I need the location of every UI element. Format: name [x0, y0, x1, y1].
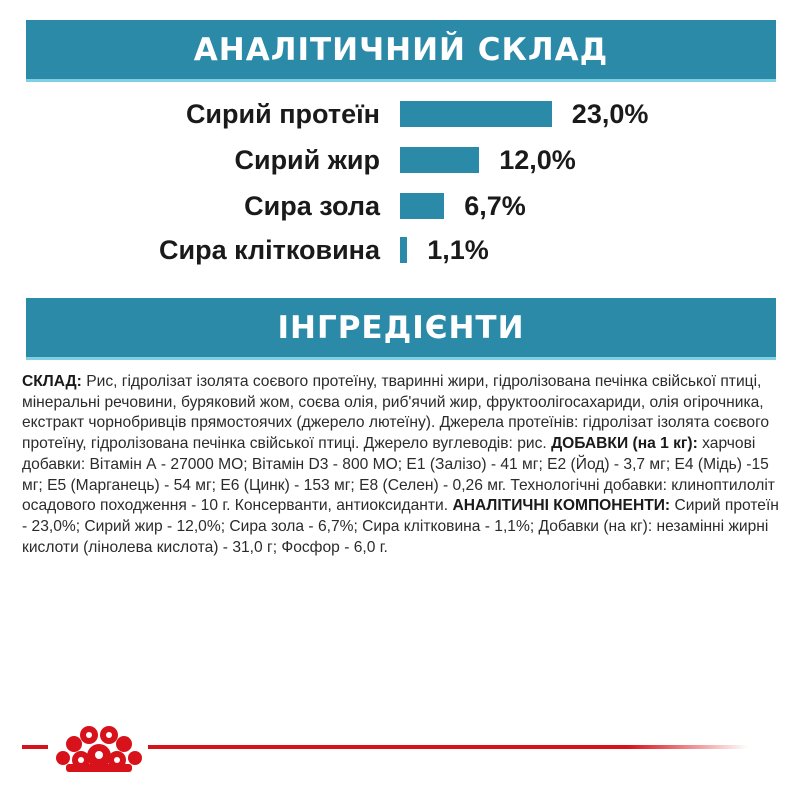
nutrient-row-fat: [0, 142, 800, 178]
nutrient-row-ash: [0, 188, 800, 224]
ingredients-banner: [26, 298, 776, 360]
nutrient-label: Сирий жир: [234, 145, 380, 175]
analytic-components-label: АНАЛІТИЧНІ КОМПОНЕНТИ:: [452, 497, 671, 515]
composition-label: СКЛАД:: [22, 373, 82, 390]
analytic-composition-banner: [26, 20, 776, 82]
nutrient-label: Сирий протеїн: [185, 99, 380, 129]
analytic-composition-title: АНАЛІТИЧНИЙ СКЛАД: [193, 31, 609, 68]
analytic-components-body: Сирий протеїн - 23,0%; Сирий жир - 12,0%; Сира зола - 6,7%; Сира клітковина - 1,1%; Добавки (на кг): незамінні жирні кислоти (лінолева кислота) - 31,0 г; Фосфор - 6,0 г.: [22, 497, 779, 556]
royal-canin-crown-icon: [54, 722, 144, 774]
ingredients-title: ІНГРЕДІЄНТИ: [277, 309, 525, 346]
nutrient-row-fiber: [0, 232, 800, 268]
nutrient-value: 6,7%: [464, 191, 526, 221]
additives-label: ДОБАВКИ (на 1 кг):: [551, 435, 698, 453]
additives-body: харчові добавки: Вітамін А - 27000 МО; Вітамін D3 - 800 МО; Е1 (Залізо) - 41 мг; Е2 (Йод) - 3,7 мг; Е4 (Мідь) -15 мг; Е5 (Марганець) - 54 мг; Е6 (Цинк) - 153 мг; Е8 (Селен) - 0,26 мг. Технологічні добавки: клиноптилоліт осадового походження - 10 г. Консерванти, антиоксиданти.: [22, 435, 775, 515]
nutrient-label: Сира клітковина: [159, 235, 380, 265]
nutrient-value: 12,0%: [499, 145, 576, 175]
nutrient-row-protein: [0, 96, 800, 132]
nutrient-value: 23,0%: [571, 99, 649, 129]
composition-body: Рис, гідролізат ізолята соєвого протеїну, тваринні жири, гідролізована печінка свійської птиці, мінеральні речовини, буряковий жом, соєва олія, риб'ячий жир, фруктоолігосахариди, олія огірочника, екстракт чорнобривців прямостоячих (джерело лютеїну). Джерела протеїнів: гідролізат ізолята соєвого протеїну, гідролізована печінка свійської птиці. Джерело вуглеводів: рис.: [22, 373, 770, 453]
footer-red-line-left: [22, 745, 48, 749]
nutrient-bar: [400, 237, 407, 263]
nutrient-bar: [400, 101, 552, 127]
nutrient-bar: [400, 147, 479, 173]
nutrient-value: 1,1%: [427, 235, 489, 265]
footer-red-line-right: [148, 745, 748, 749]
ingredients-composition-text: [22, 372, 780, 558]
nutrient-label: Сира зола: [244, 191, 380, 221]
nutrient-bar: [400, 193, 444, 219]
